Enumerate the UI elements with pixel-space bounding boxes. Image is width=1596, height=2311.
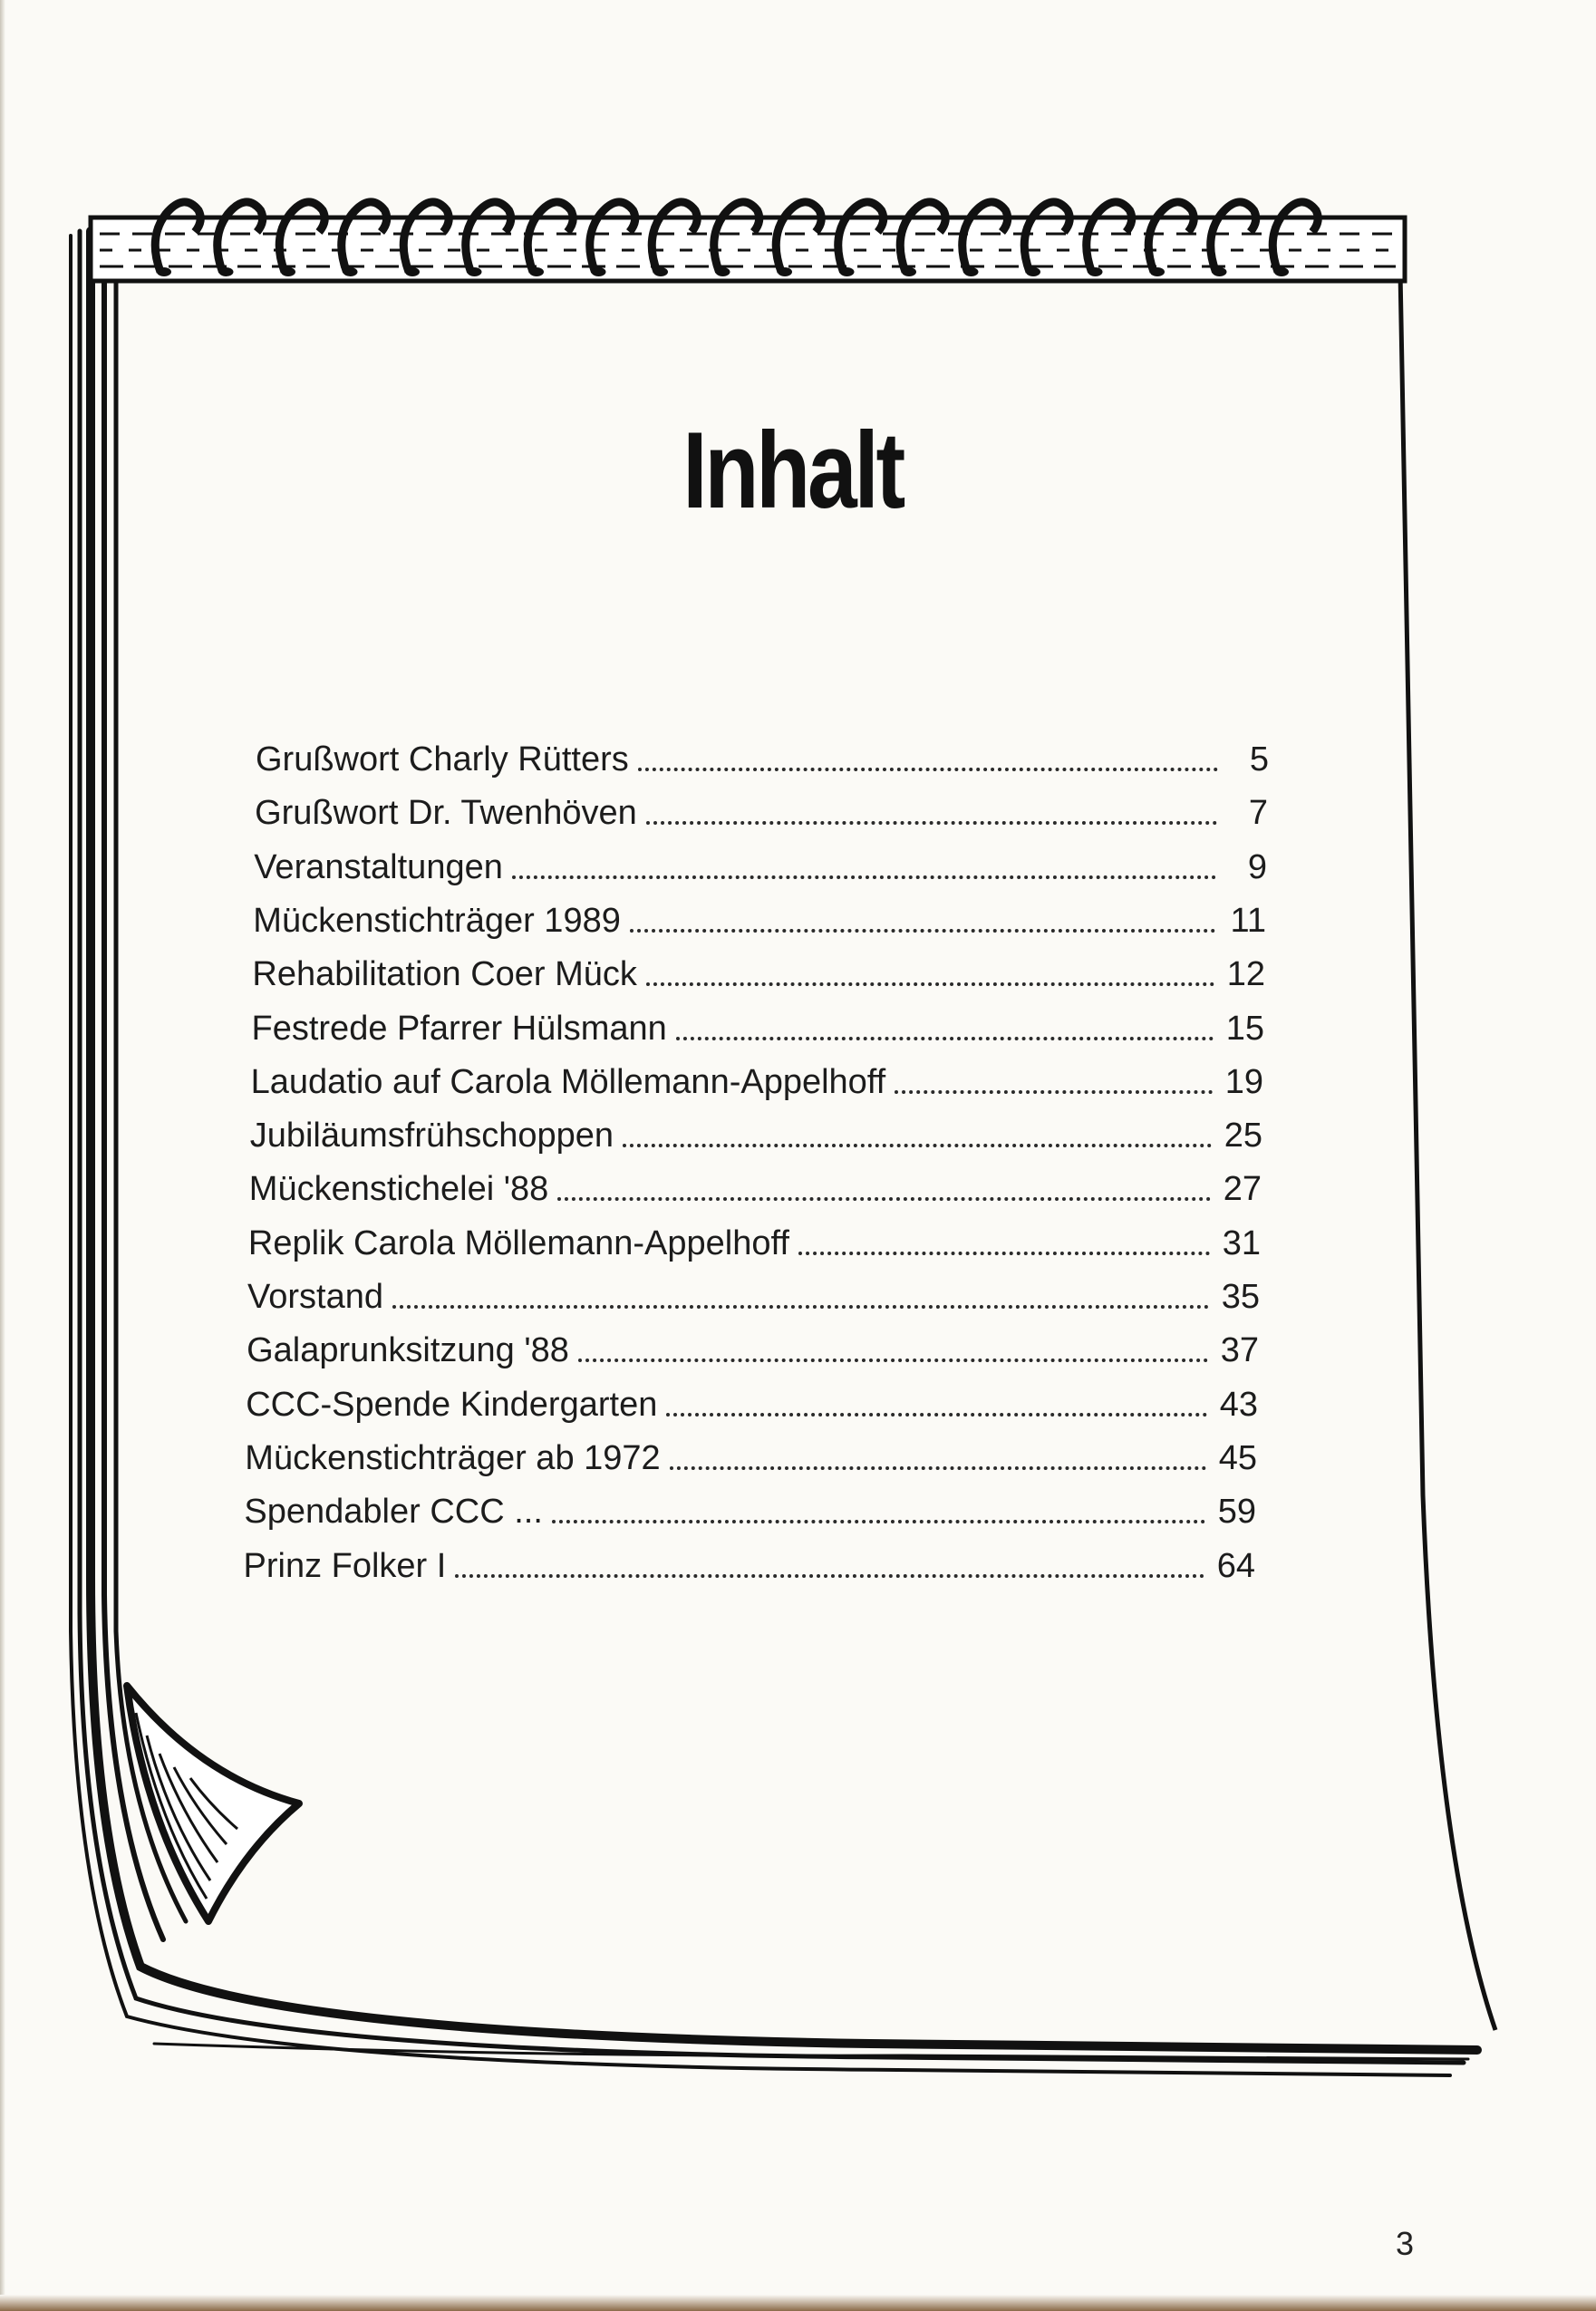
toc-dot-leader: [557, 1197, 1211, 1201]
toc-entry-title: Spendabler CCC ...: [244, 1493, 543, 1532]
toc-entry-page: 12: [1226, 955, 1265, 994]
scan-edge: [0, 2295, 1596, 2311]
toc-entry-page: 31: [1222, 1223, 1261, 1262]
toc-entry: [249, 1164, 1262, 1209]
toc-entry-page: 59: [1217, 1493, 1256, 1532]
toc-entry-title: Mückenstichträger ab 1972: [245, 1438, 661, 1477]
toc-dot-leader: [455, 1574, 1204, 1578]
toc-dot-leader: [392, 1305, 1209, 1309]
toc-entry-title: Replik Carola Möllemann-Appelhoff: [247, 1223, 789, 1262]
toc-dot-leader: [666, 1413, 1207, 1417]
toc-entry-page: 11: [1230, 901, 1266, 940]
toc-entry-title: Mückenstichträger 1989: [253, 901, 621, 940]
toc-dot-leader: [895, 1090, 1213, 1094]
toc-entry-page: 45: [1218, 1438, 1257, 1477]
toc-entry-page: 37: [1220, 1331, 1259, 1370]
toc-entry-title: Jubiläumsfrühschoppen: [249, 1117, 614, 1156]
page-title: Inhalt: [682, 410, 903, 531]
toc-entry-title: Vorstand: [247, 1278, 383, 1316]
toc-entry-title: Rehabilitation Coer Mück: [252, 955, 637, 994]
page-number: 3: [1396, 2225, 1415, 2262]
toc-entry: [254, 842, 1267, 887]
toc-entry: [246, 1379, 1258, 1425]
toc-entry-page: 64: [1216, 1546, 1255, 1585]
toc-dot-leader: [638, 768, 1218, 771]
toc-entry-title: CCC-Spende Kindergarten: [246, 1385, 658, 1424]
toc-entry: [253, 895, 1266, 941]
toc-dot-leader: [578, 1359, 1208, 1362]
toc-entry: [245, 1433, 1257, 1478]
toc-entry-page: 27: [1223, 1170, 1262, 1209]
toc-entry-title: Veranstaltungen: [254, 847, 503, 886]
toc-entry-page: 25: [1224, 1117, 1262, 1156]
toc-entry-title: Mückenstichelei '88: [248, 1170, 549, 1209]
toc-entry-page: 35: [1221, 1278, 1260, 1316]
toc-dot-leader: [676, 1037, 1214, 1040]
toc-entry-title: Laudatio auf Carola Möllemann-Appelhoff: [250, 1062, 886, 1101]
toc-entry-page: 7: [1248, 794, 1268, 833]
toc-dot-leader: [798, 1252, 1210, 1255]
toc-entry: [252, 1003, 1265, 1049]
toc-entry: [247, 1325, 1259, 1370]
toc-entry-page: 9: [1247, 847, 1267, 886]
toc-entry-title: Galaprunksitzung '88: [247, 1331, 569, 1370]
toc-dot-leader: [630, 929, 1215, 933]
toc-entry-title: Grußwort Charly Rütters: [256, 740, 629, 778]
toc-entry-page: 15: [1225, 1009, 1264, 1048]
toc-entry: [247, 1272, 1260, 1317]
toc-entry-page: 19: [1224, 1062, 1263, 1101]
toc-entry: [255, 788, 1268, 833]
toc-dot-leader: [512, 875, 1216, 879]
toc-entry-title: Festrede Pfarrer Hülsmann: [251, 1009, 667, 1048]
toc-entry: [244, 1541, 1256, 1586]
toc-dot-leader: [552, 1520, 1205, 1523]
toc-entry-title: Grußwort Dr. Twenhöven: [255, 794, 637, 833]
toc-entry-title: Prinz Folker I: [243, 1546, 447, 1585]
toc-entry: [250, 1110, 1262, 1156]
toc-entry: [252, 949, 1265, 994]
toc-entry-page: 43: [1219, 1385, 1258, 1424]
toc-entry: [256, 734, 1269, 779]
toc-entry: [248, 1218, 1261, 1263]
toc-dot-leader: [623, 1144, 1212, 1147]
toc-entry-page: 5: [1249, 740, 1269, 778]
toc-dot-leader: [670, 1466, 1206, 1470]
toc-entry: [244, 1486, 1256, 1532]
toc-dot-leader: [646, 821, 1217, 825]
toc-dot-leader: [646, 982, 1214, 986]
toc-entry: [251, 1057, 1263, 1102]
